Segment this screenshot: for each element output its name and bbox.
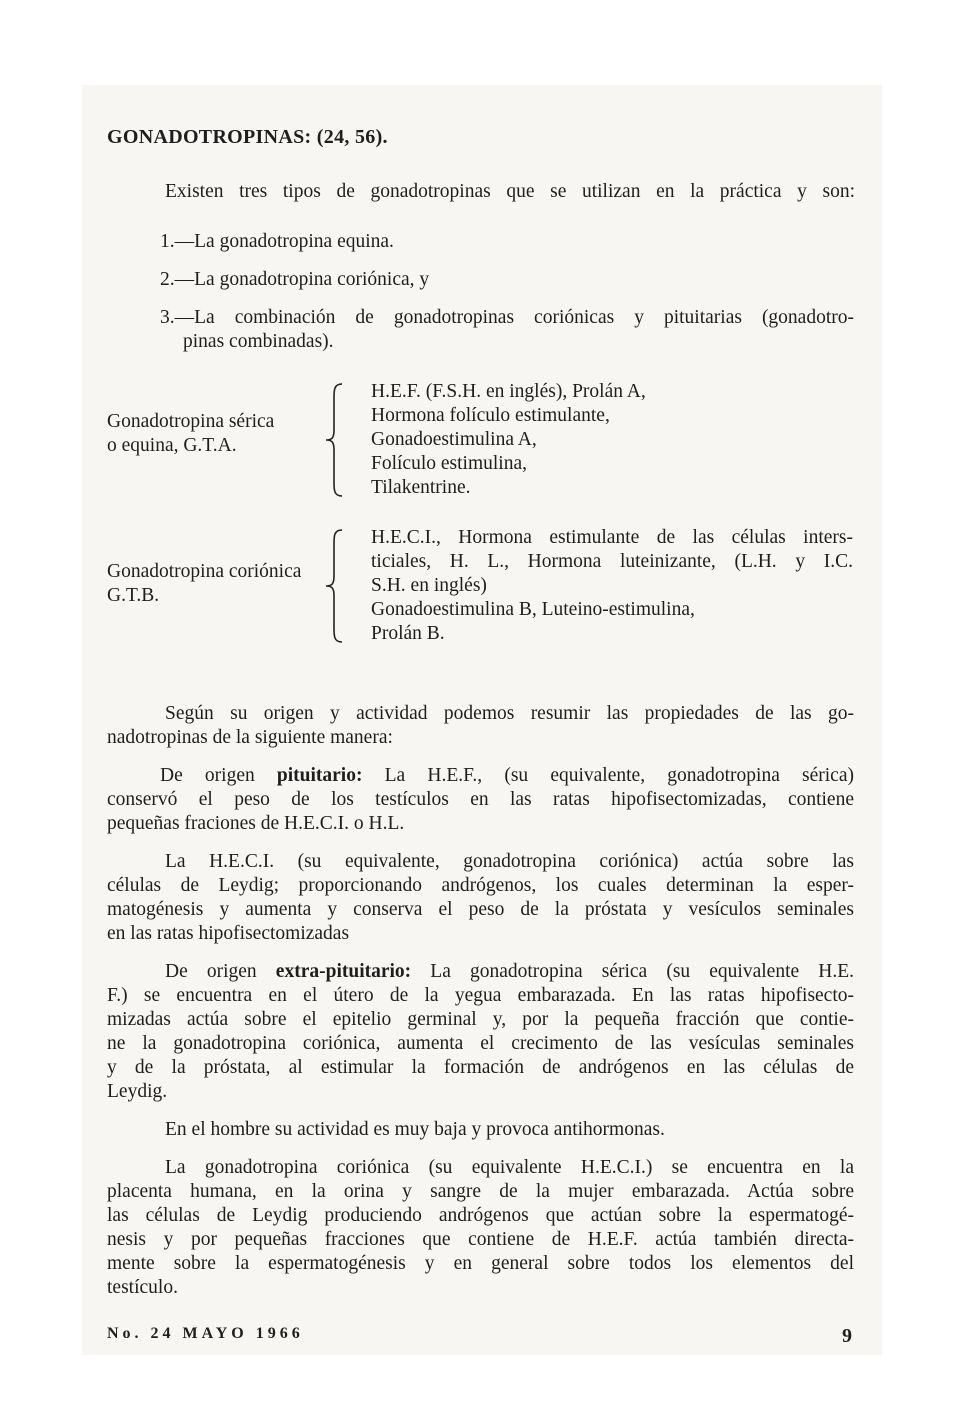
p2-line1-rest: La H.E.F., (su equivalente, gonadotropina sérica) xyxy=(362,765,854,786)
group-a-line-1: H.E.F. (F.S.H. en inglés), Prolán A, xyxy=(371,381,646,402)
p3-line-4: en las ratas hipofisectomizadas xyxy=(107,923,350,944)
p4-bold-term: extra-pituitario: xyxy=(275,961,412,982)
group-a-line-5: Tilakentrine. xyxy=(371,477,471,498)
group-a-line-3: Gonadoestimulina A, xyxy=(371,429,537,450)
p4-line-3: mizadas actúa sobre el epitelio germinal y, por la pequeña fracción que contie- xyxy=(107,1009,854,1030)
p4-line-2: F.) se encuentra en el útero de la yegua embarazada. En las ratas hipofisecto- xyxy=(107,985,854,1006)
group-b-line-5: Prolán B. xyxy=(371,623,445,644)
p2-line-1 xyxy=(160,764,854,789)
list-item-2: 2.—La gonadotropina coriónica, y xyxy=(160,269,430,290)
group-a-label-line2: o equina, G.T.A. xyxy=(107,435,237,456)
p2-lead: De origen xyxy=(160,765,277,786)
list-item-3-line1: 3.—La combinación de gonadotropinas coriónicas y pituitarias (gonadotro- xyxy=(160,307,854,328)
p6-line-1: La gonadotropina coriónica (su equivalente H.E.C.I.) se encuentra en la xyxy=(165,1157,854,1178)
p4-line-5: y de la próstata, al estimular la formación de andrógenos en las células de xyxy=(107,1057,854,1078)
p6-line-5: mente sobre la espermatogénesis y en general sobre todos los elementos del xyxy=(107,1253,854,1274)
p6-line-3: las células de Leydig produciendo andrógenos que actúan sobre la espermatogé- xyxy=(107,1205,854,1226)
p1-line-1: Según su origen y actividad podemos resumir las propiedades de las go- xyxy=(165,703,854,724)
list-item-3-line2: pinas combinadas). xyxy=(183,331,334,352)
p3-line-2: células de Leydig; proporcionando andrógenos, los cuales determinan la esper- xyxy=(107,875,854,896)
p4-line1-rest: La gonadotropina sérica (su equivalente H.E. xyxy=(411,961,854,982)
group-a-label-line1: Gonadotropina sérica xyxy=(107,411,275,432)
footer-issue: No. 24 MAYO 1966 xyxy=(107,1325,304,1342)
group-a-brace xyxy=(322,380,346,500)
group-b-label-line2: G.T.B. xyxy=(107,585,160,606)
p6-line-4: nesis y por pequeñas fracciones que contiene de H.E.F. actúa también directa- xyxy=(107,1229,854,1250)
p4-lead: De origen xyxy=(165,961,276,982)
group-b-brace xyxy=(322,526,346,646)
p2-line-2: conservó el peso de los testículos en las ratas hipofisectomizadas, contiene xyxy=(107,789,854,810)
group-b-line-4: Gonadoestimulina B, Luteino-estimulina, xyxy=(371,599,695,620)
p2-bold-term: pituitario: xyxy=(276,765,363,786)
group-b-line-3: S.H. en inglés) xyxy=(371,575,487,596)
p4-line-1 xyxy=(165,960,854,985)
p6-line-6: testículo. xyxy=(107,1277,178,1298)
p4-line-4: ne la gonadotropina coriónica, aumenta el crecimento de las vesículas seminales xyxy=(107,1033,854,1054)
intro-paragraph: Existen tres tipos de gonadotropinas que se utilizan en la práctica y son: xyxy=(165,181,855,202)
list-item-1: 1.—La gonadotropina equina. xyxy=(160,231,394,252)
group-a-line-4: Folículo estimulina, xyxy=(371,453,527,474)
p4-line-6: Leydig. xyxy=(107,1081,168,1102)
group-b-line-1: H.E.C.I., Hormona estimulante de las células inters- xyxy=(371,527,853,548)
p1-line-2: nadotropinas de la siguiente manera: xyxy=(107,727,393,748)
group-b-line-2: ticiales, H. L., Hormona luteinizante, (L.H. y I.C. xyxy=(371,551,853,572)
p3-line-3: matogénesis y aumenta y conserva el peso de la próstata y vesículos seminales xyxy=(107,899,854,920)
p6-line-2: placenta humana, en la orina y sangre de la mujer embarazada. Actúa sobre xyxy=(107,1181,854,1202)
page-number: 9 xyxy=(842,1325,852,1347)
p2-line-3: pequeñas fraciones de H.E.C.I. o H.L. xyxy=(107,813,405,834)
group-a-line-2: Hormona folículo estimulante, xyxy=(371,405,610,426)
section-heading: GONADOTROPINAS: (24, 56). xyxy=(107,126,388,148)
group-b-label-line1: Gonadotropina coriónica xyxy=(107,561,302,582)
p5: En el hombre su actividad es muy baja y provoca antihormonas. xyxy=(165,1119,665,1140)
p3-line-1: La H.E.C.I. (su equivalente, gonadotropina coriónica) actúa sobre las xyxy=(165,851,854,872)
